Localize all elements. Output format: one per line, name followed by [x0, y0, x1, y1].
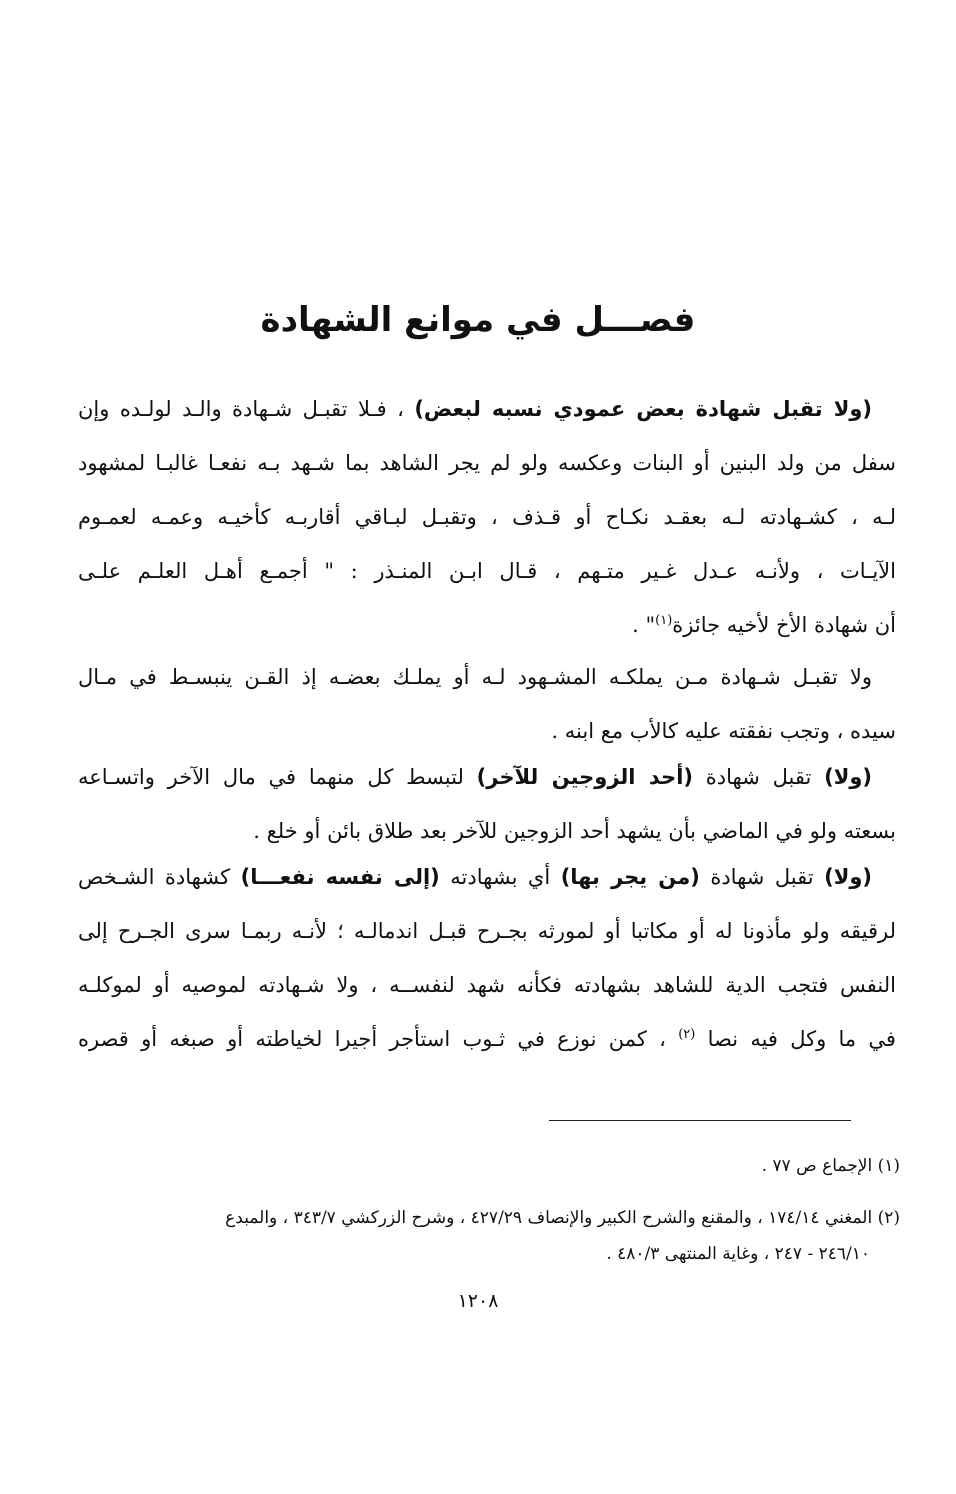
text-run: أي بشهادته: [450, 865, 551, 889]
text-run: في ما وكل فيه نصا: [707, 1027, 896, 1051]
text-run: أن شهادة الأخ لأخيه جائزة: [672, 613, 896, 637]
paragraph-4-line-1: [78, 850, 896, 904]
text-run: لتبسط كل منهما في مال الآخر واتسـاعه: [78, 765, 464, 789]
footnote-2: [80, 1200, 900, 1272]
bold-ruling: (ولا): [824, 765, 872, 789]
paragraph-1-line-4: الآيـات ، ولأنـه عـدل غـير متـهم ، قـال ابـن المنـذر : " أجمـع أهـل العلـم علـى: [78, 559, 896, 583]
paragraph-3: [78, 750, 896, 858]
paragraph-4-line-2: لرقيقه ولو مأذونا له أو مكاتبا أو لمورثه بجـرح قبـل اندمالـه ؛ لأنـه ربمـا سرى الجـرح إلى: [78, 919, 896, 943]
footnote-ref-2[interactable]: (٢): [678, 1027, 696, 1042]
page-number: ١٢٠٨: [457, 1290, 499, 1312]
text-run: كشهادة الشـخص: [78, 865, 231, 889]
paragraph-2: [78, 650, 896, 758]
paragraph-2-line-2: سيده ، وتجب نفقته عليه كالأب مع ابنه .: [551, 719, 896, 743]
paragraph-1-line-1: [78, 382, 896, 436]
paragraph-4-line-3: النفس فتجب الدية للشاهد بشهادته فكأنه شهد لنفســه ، ولا شـهادته لموصيه أو لموكلـه: [78, 973, 896, 997]
bold-ruling: (ولا): [824, 865, 872, 889]
paragraph-3-line-1: [78, 750, 896, 804]
footnote-2-line-2: ٢٤٦/١٠ - ٢٤٧ ، وغاية المنتهى ٤٨٠/٣ .: [606, 1244, 870, 1264]
paragraph-2-line-1: ولا تقبـل شـهادة مـن يملكـه المشـهود لـه أو يملـك بعضـه إذ القـن ينبسـط في مـال: [78, 665, 872, 689]
footnote-separator: [549, 1120, 851, 1121]
paragraph-1-line-2: سفل من ولد البنين أو البنات وعكسه ولو لم يجر الشاهد بما شـهد بـه نفعـا غالبـا لمشهود: [78, 451, 896, 475]
paragraph-4: [78, 850, 896, 1066]
footnote-1: (١) الإجماع ص ٧٧ .: [761, 1156, 900, 1176]
footnote-ref-1[interactable]: (١): [655, 613, 673, 628]
bold-ruling: (أحد الزوجين للآخر): [476, 765, 693, 789]
text-run: ، فـلا تقبـل شـهادة والـد لولـده وإن: [78, 397, 404, 421]
footnote-2-line-1: (٢) المغني ١٧٤/١٤ ، والمقنع والشرح الكبير والإنصاف ٤٢٧/٢٩ ، وشرح الزركشي ٣٤٣/٧ ، والمبدع: [225, 1208, 900, 1228]
section-title: فصـــل في موانع الشهادة: [260, 300, 696, 340]
paragraph-1-line-5: [78, 598, 896, 652]
bold-ruling: (ولا تقبل شهادة بعض عمودي نسبه لبعض): [414, 397, 872, 421]
bold-ruling: (من يجر بها): [560, 865, 700, 889]
paragraph-1: [78, 382, 896, 652]
paragraph-4-line-4: [78, 1012, 896, 1066]
text-run: تقبل شهادة: [710, 865, 814, 889]
text-run: " .: [632, 613, 656, 637]
paragraph-3-line-2: بسعته ولو في الماضي بأن يشهد أحد الزوجين للآخر بعد طلاق بائن أو خلع .: [253, 819, 896, 843]
text-run: تقبل شهادة: [705, 765, 812, 789]
bold-ruling: (إلى نفسه نفعـــا): [240, 865, 440, 889]
paragraph-1-line-3: لـه ، كشـهادته لـه بعقـد نكـاح أو قـذف ، وتقبـل لبـاقي أقاربـه كأخيـه وعمـه لعمـوم: [78, 505, 896, 529]
text-run: ، كمن نوزع في ثـوب استأجر أجيرا لخياطته أو صبغه أو قصره: [78, 1027, 666, 1051]
